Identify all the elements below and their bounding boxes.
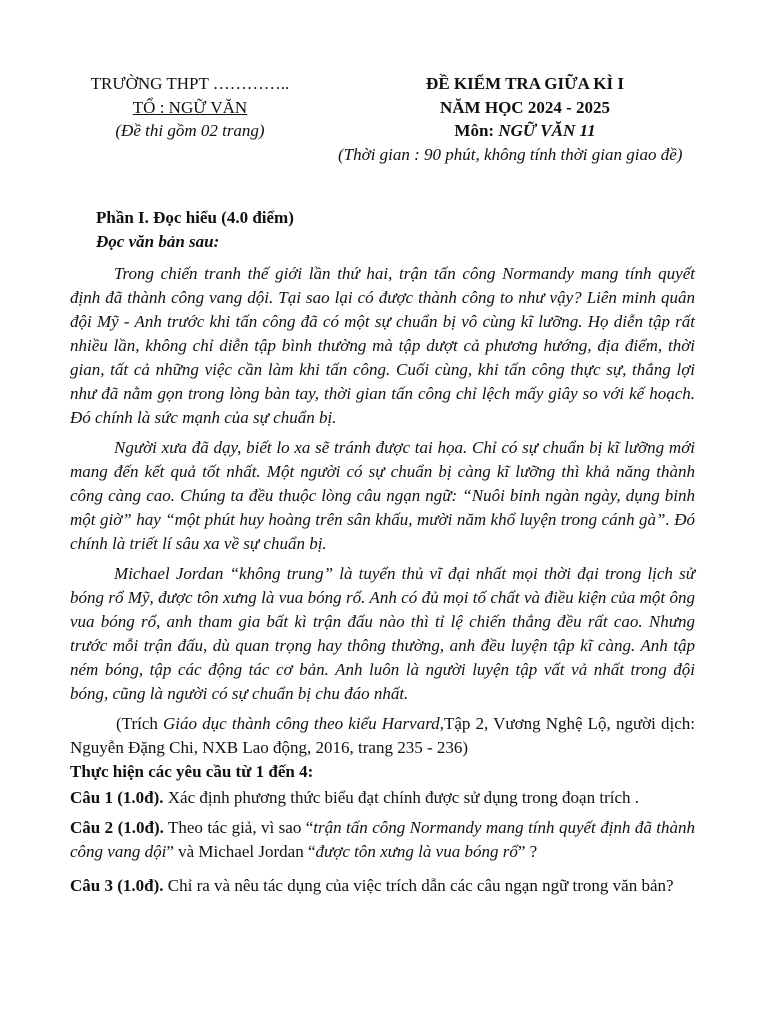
passage-paragraph-2: Người xưa đã dạy, biết lo xa sẽ tránh được tai họa. Chỉ có sự chuẩn bị kĩ lưỡng mới mang đến kết quả tốt nhất. Một người có sự chuẩn bị càng kĩ lưỡng thì khả năng thành công càng cao. Chúng ta đều thuộc lòng câu ngạn ngữ: “Nuôi binh ngàn ngày, dụng binh một giờ” hay “một phút huy hoàng trên sân khấu, mười năm khổ luyện trong cánh gà”. Đó chính là triết lí sâu xa về sự chuẩn bị. xyxy=(70,438,695,553)
passage-paragraph-3: Michael Jordan “không trung” là tuyển thủ vĩ đại nhất mọi thời đại trong lịch sử bóng rổ Mỹ, được tôn xưng là vua bóng rổ. Anh có đủ mọi tố chất và điều kiện của một ông vua bóng rổ, anh tham gia bất kì trận đấu nào thì tỉ lệ chiến thắng đều rất cao. Nhưng trước mỗi trận đấu, dù quan trọng hay thông thường, anh đều luyện tập kĩ càng. Anh tập ném bóng, tập các động tác cơ bản. Anh luôn là người luyện tập vất vả nhất trong đội bóng, cũng là người có sự chuẩn bị chu đáo nhất. xyxy=(70,564,695,703)
department xyxy=(60,98,320,118)
tasks-heading: Thực hiện các yêu cầu từ 1 đến 4: xyxy=(70,762,314,781)
citation: (Trích Giáo dục thành công theo kiểu Harvard,Tập 2, Vương Nghệ Lộ, người dịch: Nguyễn Đặng Chi, NXB Lao động, 2016, trang 235 - 236) xyxy=(70,714,695,757)
subject-name: NGỮ VĂN 11 xyxy=(498,121,596,140)
subject-label: Môn: xyxy=(454,121,495,140)
question-label: Câu 3 (1.0đ). xyxy=(70,876,164,895)
department-label: TỔ : NGỮ VĂN xyxy=(132,98,248,117)
part1-heading: Phần I. Đọc hiểu (4.0 điểm) xyxy=(96,208,294,227)
school-year: NĂM HỌC 2024 - 2025 xyxy=(440,98,610,117)
question-label: Câu 1 (1.0đ). xyxy=(70,788,164,807)
time-note: (Thời gian : 90 phút, không tính thời gian giao đề) xyxy=(338,145,683,164)
question-3: Câu 3 (1.0đ). Chỉ ra và nêu tác dụng của việc trích dẫn các câu ngạn ngữ trong văn bản? xyxy=(70,876,674,895)
school-name: TRƯỜNG THPT ………….. xyxy=(90,74,290,93)
question-2: Câu 2 (1.0đ). Theo tác giả, vì sao “trận tấn công Normandy mang tính quyết định đã thành công vang dội” và Michael Jordan “được tôn xưng là vua bóng rổ” ? xyxy=(70,818,695,861)
read-instruction: Đọc văn bản sau: xyxy=(96,232,220,251)
citation-book: Giáo dục thành công theo kiểu Harvard xyxy=(163,714,440,733)
subject-line xyxy=(340,121,710,141)
question-label: Câu 2 (1.0đ). xyxy=(70,818,164,837)
question-1: Câu 1 (1.0đ). Xác định phương thức biểu đạt chính được sử dụng trong đoạn trích . xyxy=(70,788,640,807)
pages-note: (Đề thi gồm 02 trang) xyxy=(115,121,265,140)
passage-paragraph-1: Trong chiến tranh thế giới lần thứ hai, trận tấn công Normandy mang tính quyết định đã thành công vang dội. Tại sao lại có được thành công to như vậy? Liên minh quân đội Mỹ - Anh trước khi tấn công đã có một sự chuẩn bị vô cùng kĩ lưỡng. Họ diễn tập rất nhiều lần, không chỉ diễn tập bình thường mà tập dượt cả phương hướng, địa điểm, thời gian, tất cả những việc cần làm khi tấn công. Cuối cùng, khi tấn công thực sự, thắng lợi như đã nằm gọn trong lòng bàn tay, thời gian tấn công chỉ lệch mấy giây so với kế hoạch. Đó chính là sức mạnh của sự chuẩn bị. xyxy=(70,264,695,427)
exam-title: ĐỀ KIỂM TRA GIỮA KÌ I xyxy=(426,74,624,93)
